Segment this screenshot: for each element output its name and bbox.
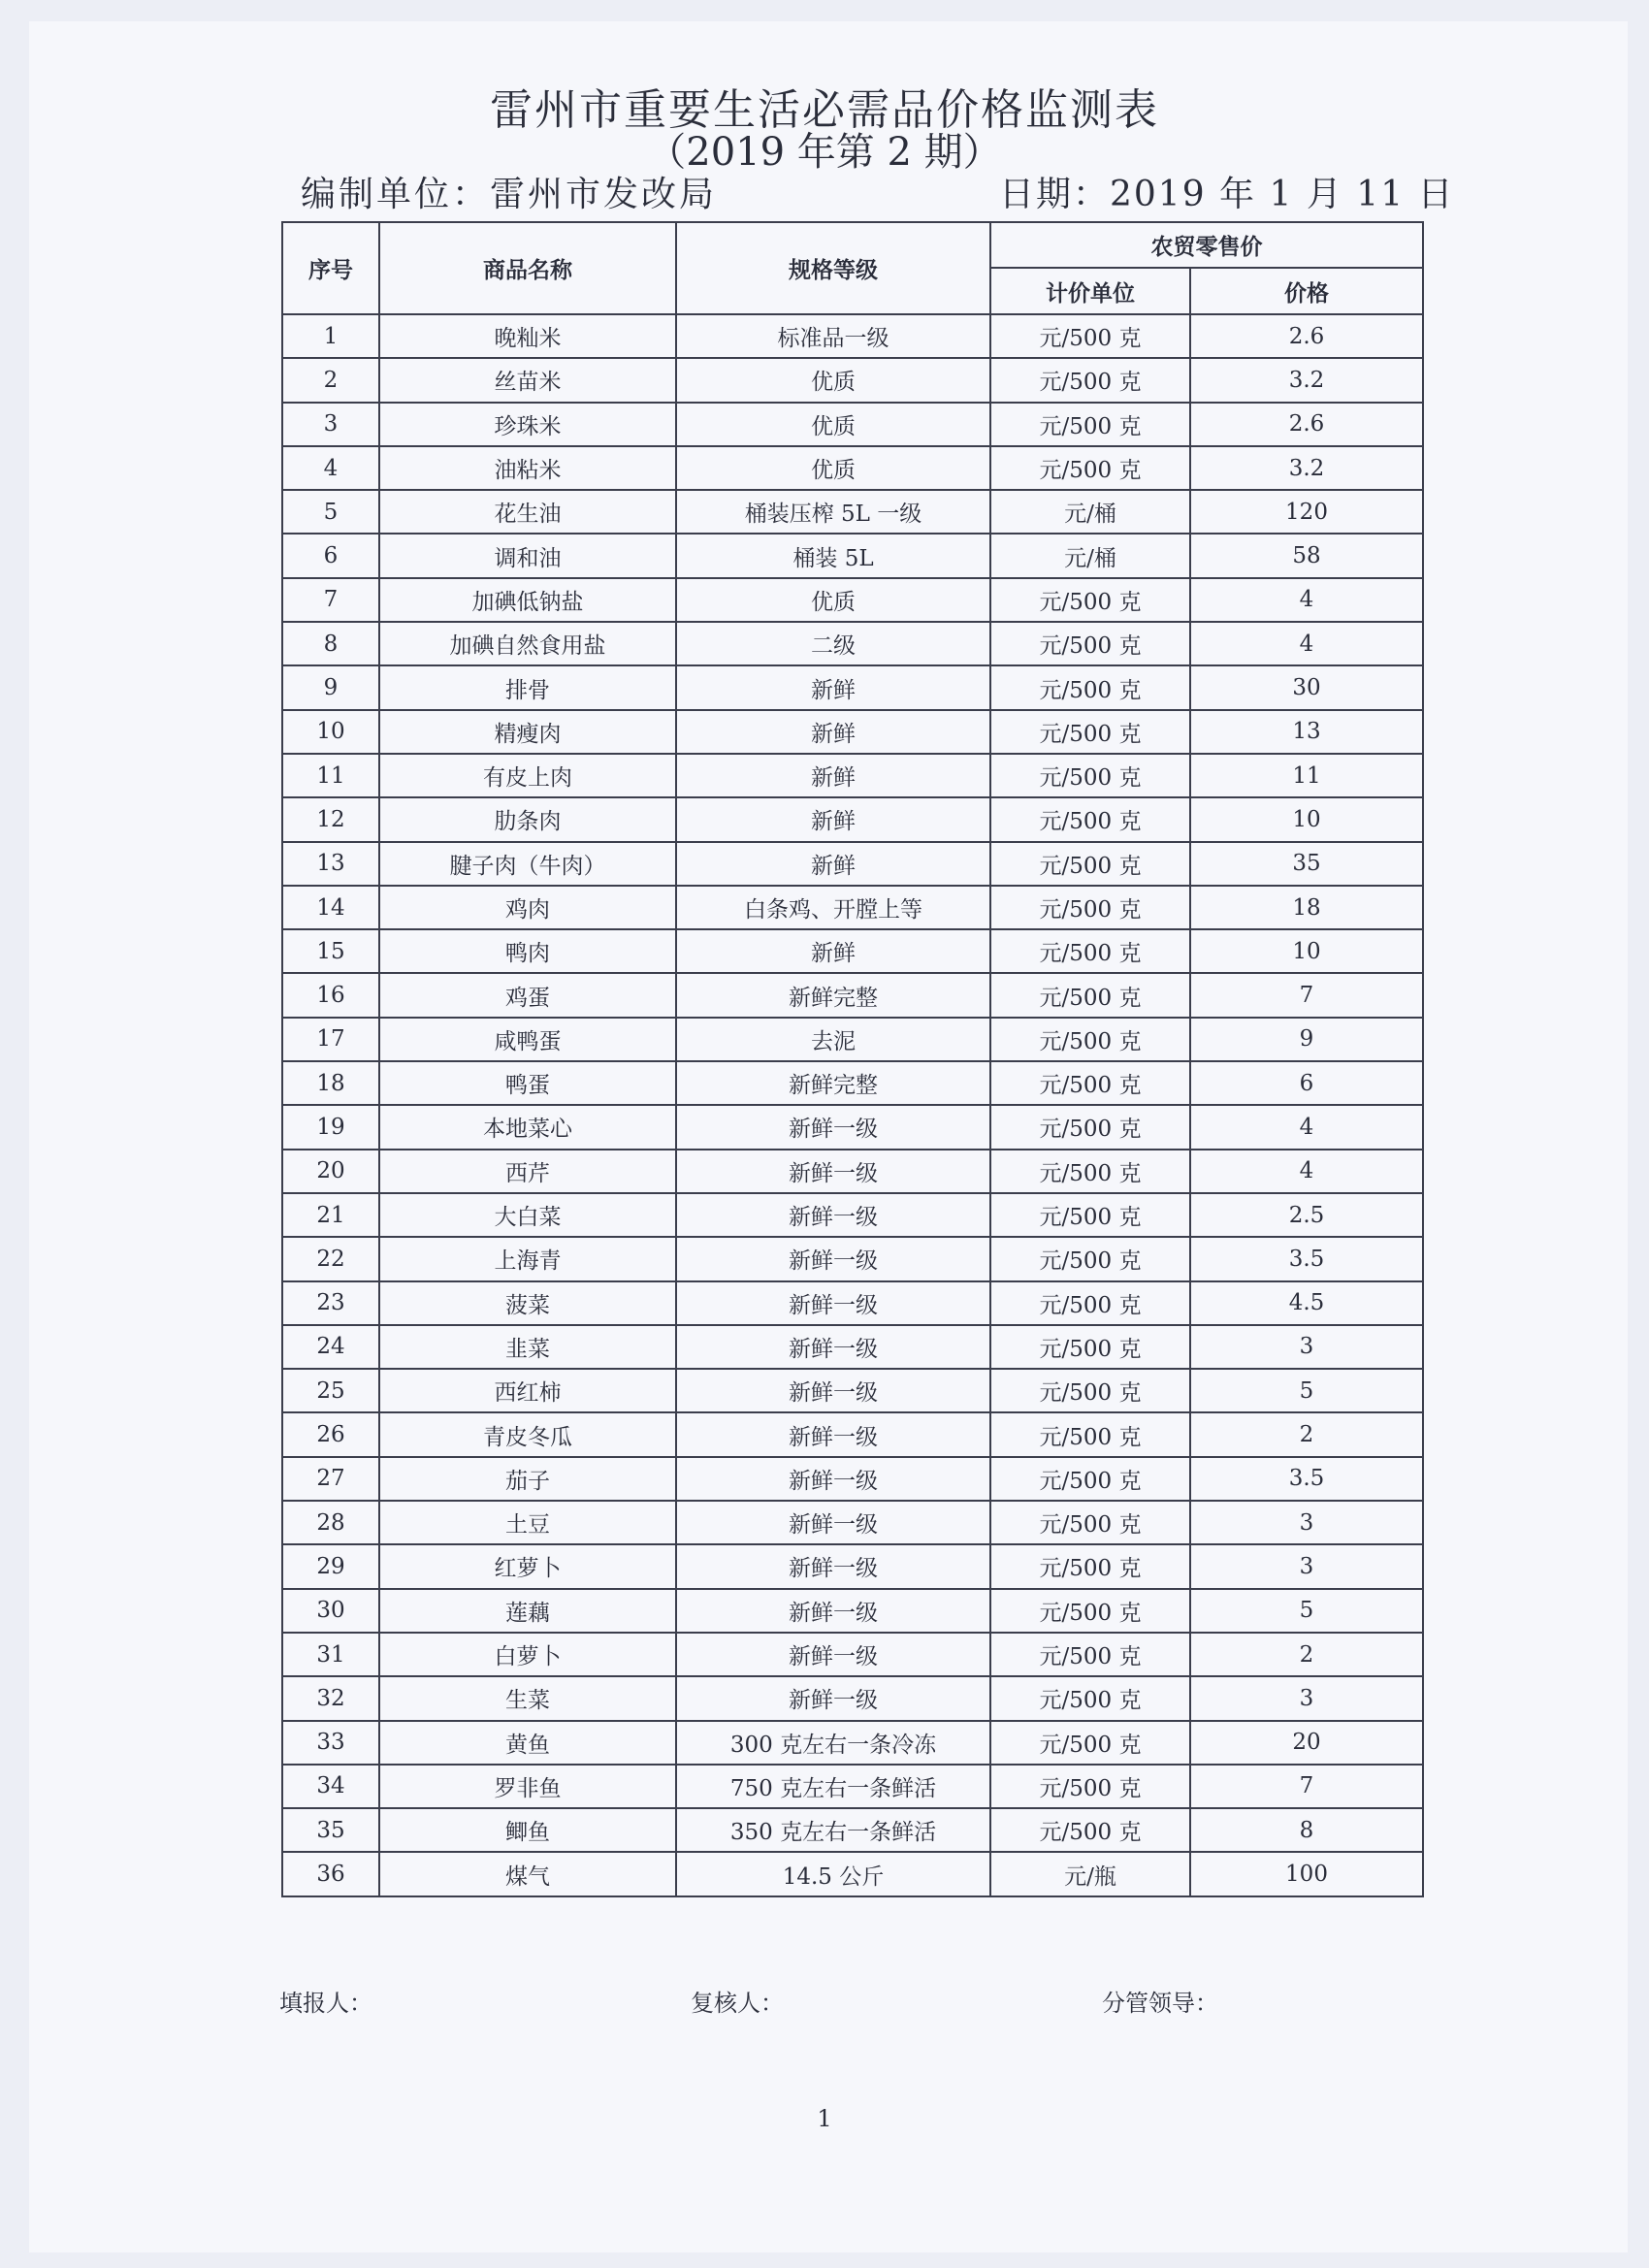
cell-spec: 新鲜一级	[676, 1544, 990, 1588]
cell-seq: 5	[282, 490, 379, 534]
cell-price: 4	[1190, 578, 1423, 622]
cell-unit: 元/500 克	[990, 1412, 1190, 1456]
cell-seq: 22	[282, 1237, 379, 1280]
filler-label: 填报人：	[279, 1990, 372, 2017]
cell-unit: 元/500 克	[990, 1676, 1190, 1720]
cell-seq: 11	[282, 754, 379, 797]
table-row	[282, 1765, 1423, 1808]
cell-seq: 29	[282, 1544, 379, 1588]
cell-price: 13	[1190, 710, 1423, 754]
cell-seq: 27	[282, 1457, 379, 1501]
cell-seq: 30	[282, 1589, 379, 1633]
table-row	[282, 1721, 1423, 1765]
cell-spec: 桶装压榨 5L 一级	[676, 490, 990, 534]
table-row	[282, 314, 1423, 358]
cell-unit: 元/500 克	[990, 1237, 1190, 1280]
cell-name: 鲫鱼	[379, 1808, 676, 1852]
cell-price: 2.6	[1190, 403, 1423, 446]
table-row	[282, 1193, 1423, 1237]
cell-name: 土豆	[379, 1501, 676, 1544]
cell-name: 茄子	[379, 1457, 676, 1501]
table-row	[282, 1281, 1423, 1325]
table-row	[282, 358, 1423, 402]
cell-price: 3	[1190, 1544, 1423, 1588]
table-row	[282, 1501, 1423, 1544]
cell-price: 2.6	[1190, 314, 1423, 358]
cell-seq: 34	[282, 1765, 379, 1808]
cell-name: 调和油	[379, 534, 676, 577]
cell-name: 丝苗米	[379, 358, 676, 402]
cell-spec: 去泥	[676, 1018, 990, 1061]
cell-name: 白萝卜	[379, 1633, 676, 1676]
cell-seq: 15	[282, 929, 379, 973]
table-row	[282, 842, 1423, 886]
cell-unit: 元/500 克	[990, 1633, 1190, 1676]
table-row	[282, 1676, 1423, 1720]
cell-seq: 6	[282, 534, 379, 577]
cell-spec: 桶装 5L	[676, 534, 990, 577]
cell-seq: 2	[282, 358, 379, 402]
cell-name: 花生油	[379, 490, 676, 534]
cell-name: 韭菜	[379, 1325, 676, 1369]
cell-price: 4.5	[1190, 1281, 1423, 1325]
cell-unit: 元/500 克	[990, 578, 1190, 622]
cell-price: 20	[1190, 1721, 1423, 1765]
table-row	[282, 622, 1423, 665]
document-title: 雷州市重要生活必需品价格监测表	[490, 85, 1159, 135]
cell-spec: 新鲜一级	[676, 1193, 990, 1237]
header-price: 价格	[1190, 268, 1423, 314]
cell-spec: 新鲜	[676, 754, 990, 797]
cell-unit: 元/500 克	[990, 1721, 1190, 1765]
table-row	[282, 754, 1423, 797]
cell-unit: 元/500 克	[990, 1808, 1190, 1852]
cell-spec: 750 克左右一条鲜活	[676, 1765, 990, 1808]
cell-name: 生菜	[379, 1676, 676, 1720]
cell-name: 本地菜心	[379, 1105, 676, 1149]
cell-name: 黄鱼	[379, 1721, 676, 1765]
cell-unit: 元/桶	[990, 534, 1190, 577]
cell-spec: 优质	[676, 446, 990, 490]
table-row	[282, 534, 1423, 577]
cell-unit: 元/500 克	[990, 446, 1190, 490]
cell-spec: 新鲜一级	[676, 1369, 990, 1412]
compiling-unit: 编制单位：雷州市发改局	[301, 175, 718, 214]
cell-seq: 1	[282, 314, 379, 358]
cell-name: 红萝卜	[379, 1544, 676, 1588]
cell-seq: 16	[282, 973, 379, 1017]
cell-name: 加碘低钠盐	[379, 578, 676, 622]
cell-price: 3	[1190, 1501, 1423, 1544]
cell-seq: 36	[282, 1852, 379, 1895]
cell-price: 11	[1190, 754, 1423, 797]
cell-spec: 新鲜一级	[676, 1150, 990, 1193]
table-row	[282, 1808, 1423, 1852]
cell-name: 青皮冬瓜	[379, 1412, 676, 1456]
table-row	[282, 1412, 1423, 1456]
cell-seq: 18	[282, 1061, 379, 1105]
cell-spec: 新鲜	[676, 665, 990, 709]
cell-unit: 元/500 克	[990, 1457, 1190, 1501]
table-row	[282, 1150, 1423, 1193]
cell-price: 3.2	[1190, 446, 1423, 490]
cell-spec: 新鲜完整	[676, 1061, 990, 1105]
reviewer-label: 复核人：	[691, 1990, 784, 2017]
cell-name: 罗非鱼	[379, 1765, 676, 1808]
table-row	[282, 1237, 1423, 1280]
cell-price: 120	[1190, 490, 1423, 534]
header-seq: 序号	[282, 222, 379, 314]
cell-price: 3	[1190, 1676, 1423, 1720]
cell-price: 7	[1190, 1765, 1423, 1808]
cell-spec: 新鲜一级	[676, 1633, 990, 1676]
cell-name: 鸡肉	[379, 886, 676, 929]
table-row	[282, 929, 1423, 973]
cell-spec: 新鲜一级	[676, 1457, 990, 1501]
table-row	[282, 1633, 1423, 1676]
cell-price: 3.5	[1190, 1457, 1423, 1501]
cell-seq: 35	[282, 1808, 379, 1852]
table-row	[282, 710, 1423, 754]
cell-unit: 元/500 克	[990, 1765, 1190, 1808]
cell-spec: 新鲜一级	[676, 1501, 990, 1544]
table-row	[282, 886, 1423, 929]
cell-spec: 新鲜一级	[676, 1325, 990, 1369]
cell-spec: 新鲜	[676, 842, 990, 886]
cell-seq: 33	[282, 1721, 379, 1765]
cell-spec: 新鲜	[676, 929, 990, 973]
cell-price: 2.5	[1190, 1193, 1423, 1237]
table-row	[282, 1018, 1423, 1061]
cell-spec: 标准品一级	[676, 314, 990, 358]
cell-spec: 300 克左右一条冷冻	[676, 1721, 990, 1765]
cell-unit: 元/500 克	[990, 754, 1190, 797]
table-row	[282, 665, 1423, 709]
leader-label: 分管领导：	[1102, 1990, 1218, 2017]
cell-seq: 7	[282, 578, 379, 622]
cell-unit: 元/500 克	[990, 710, 1190, 754]
cell-name: 大白菜	[379, 1193, 676, 1237]
table-row	[282, 797, 1423, 841]
cell-price: 5	[1190, 1589, 1423, 1633]
cell-price: 3.5	[1190, 1237, 1423, 1280]
cell-unit: 元/500 克	[990, 1150, 1190, 1193]
cell-name: 西芹	[379, 1150, 676, 1193]
page-number: 1	[817, 2105, 832, 2132]
table-row	[282, 1369, 1423, 1412]
cell-seq: 14	[282, 886, 379, 929]
cell-spec: 新鲜一级	[676, 1237, 990, 1280]
cell-price: 3.2	[1190, 358, 1423, 402]
cell-seq: 13	[282, 842, 379, 886]
header-unit: 计价单位	[990, 268, 1190, 314]
cell-name: 鸭蛋	[379, 1061, 676, 1105]
cell-unit: 元/瓶	[990, 1852, 1190, 1895]
cell-price: 35	[1190, 842, 1423, 886]
cell-spec: 新鲜一级	[676, 1589, 990, 1633]
cell-price: 3	[1190, 1325, 1423, 1369]
document-issue: （2019 年第 2 期）	[647, 130, 1002, 175]
document-date: 日期：2019 年 1 月 11 日	[999, 175, 1455, 214]
cell-name: 晚籼米	[379, 314, 676, 358]
cell-unit: 元/500 克	[990, 1105, 1190, 1149]
cell-unit: 元/500 克	[990, 973, 1190, 1017]
cell-seq: 25	[282, 1369, 379, 1412]
cell-seq: 3	[282, 403, 379, 446]
cell-name: 咸鸭蛋	[379, 1018, 676, 1061]
cell-unit: 元/500 克	[990, 1501, 1190, 1544]
cell-unit: 元/500 克	[990, 314, 1190, 358]
cell-name: 上海青	[379, 1237, 676, 1280]
table-row	[282, 403, 1423, 446]
cell-seq: 28	[282, 1501, 379, 1544]
cell-price: 9	[1190, 1018, 1423, 1061]
cell-price: 5	[1190, 1369, 1423, 1412]
cell-unit: 元/500 克	[990, 929, 1190, 973]
table-row	[282, 1061, 1423, 1105]
cell-price: 4	[1190, 622, 1423, 665]
cell-price: 58	[1190, 534, 1423, 577]
cell-spec: 新鲜	[676, 797, 990, 841]
table-row	[282, 1589, 1423, 1633]
header-name: 商品名称	[379, 222, 676, 314]
cell-unit: 元/500 克	[990, 1544, 1190, 1588]
cell-unit: 元/500 克	[990, 1281, 1190, 1325]
cell-unit: 元/500 克	[990, 886, 1190, 929]
cell-seq: 12	[282, 797, 379, 841]
cell-price: 10	[1190, 797, 1423, 841]
cell-price: 4	[1190, 1105, 1423, 1149]
table-row	[282, 1852, 1423, 1895]
cell-price: 7	[1190, 973, 1423, 1017]
cell-unit: 元/500 克	[990, 622, 1190, 665]
cell-name: 菠菜	[379, 1281, 676, 1325]
cell-unit: 元/500 克	[990, 358, 1190, 402]
cell-price: 8	[1190, 1808, 1423, 1852]
cell-seq: 31	[282, 1633, 379, 1676]
cell-spec: 优质	[676, 578, 990, 622]
cell-seq: 17	[282, 1018, 379, 1061]
cell-unit: 元/500 克	[990, 1061, 1190, 1105]
table-row	[282, 490, 1423, 534]
table-row	[282, 973, 1423, 1017]
cell-price: 30	[1190, 665, 1423, 709]
cell-spec: 新鲜一级	[676, 1105, 990, 1149]
cell-seq: 10	[282, 710, 379, 754]
cell-unit: 元/500 克	[990, 842, 1190, 886]
cell-name: 莲藕	[379, 1589, 676, 1633]
cell-unit: 元/桶	[990, 490, 1190, 534]
cell-spec: 二级	[676, 622, 990, 665]
cell-name: 鸭肉	[379, 929, 676, 973]
cell-unit: 元/500 克	[990, 797, 1190, 841]
cell-seq: 19	[282, 1105, 379, 1149]
cell-name: 有皮上肉	[379, 754, 676, 797]
header-retail-price-group: 农贸零售价	[990, 222, 1423, 268]
table-row	[282, 446, 1423, 490]
table-row	[282, 578, 1423, 622]
cell-unit: 元/500 克	[990, 1018, 1190, 1061]
cell-name: 油粘米	[379, 446, 676, 490]
cell-spec: 优质	[676, 403, 990, 446]
cell-seq: 23	[282, 1281, 379, 1325]
cell-unit: 元/500 克	[990, 665, 1190, 709]
cell-spec: 14.5 公斤	[676, 1852, 990, 1895]
cell-spec: 新鲜	[676, 710, 990, 754]
price-table	[281, 221, 1424, 1897]
cell-seq: 9	[282, 665, 379, 709]
cell-unit: 元/500 克	[990, 1589, 1190, 1633]
cell-spec: 白条鸡、开膛上等	[676, 886, 990, 929]
cell-unit: 元/500 克	[990, 403, 1190, 446]
cell-price: 4	[1190, 1150, 1423, 1193]
table-row	[282, 1544, 1423, 1588]
cell-price: 2	[1190, 1633, 1423, 1676]
header-spec: 规格等级	[676, 222, 990, 314]
table-body	[282, 314, 1423, 1896]
cell-seq: 32	[282, 1676, 379, 1720]
table-row	[282, 1105, 1423, 1149]
table-row	[282, 1325, 1423, 1369]
cell-seq: 8	[282, 622, 379, 665]
cell-seq: 24	[282, 1325, 379, 1369]
cell-name: 加碘自然食用盐	[379, 622, 676, 665]
cell-name: 煤气	[379, 1852, 676, 1895]
cell-spec: 新鲜完整	[676, 973, 990, 1017]
cell-price: 2	[1190, 1412, 1423, 1456]
cell-spec: 350 克左右一条鲜活	[676, 1808, 990, 1852]
cell-name: 珍珠米	[379, 403, 676, 446]
cell-name: 鸡蛋	[379, 973, 676, 1017]
cell-name: 精瘦肉	[379, 710, 676, 754]
cell-spec: 新鲜一级	[676, 1676, 990, 1720]
cell-price: 100	[1190, 1852, 1423, 1895]
cell-seq: 21	[282, 1193, 379, 1237]
cell-spec: 优质	[676, 358, 990, 402]
cell-seq: 26	[282, 1412, 379, 1456]
cell-unit: 元/500 克	[990, 1369, 1190, 1412]
cell-name: 排骨	[379, 665, 676, 709]
cell-name: 西红柿	[379, 1369, 676, 1412]
cell-seq: 20	[282, 1150, 379, 1193]
cell-seq: 4	[282, 446, 379, 490]
cell-price: 6	[1190, 1061, 1423, 1105]
cell-unit: 元/500 克	[990, 1193, 1190, 1237]
cell-spec: 新鲜一级	[676, 1412, 990, 1456]
cell-name: 腱子肉（牛肉）	[379, 842, 676, 886]
cell-unit: 元/500 克	[990, 1325, 1190, 1369]
cell-price: 10	[1190, 929, 1423, 973]
cell-price: 18	[1190, 886, 1423, 929]
cell-name: 肋条肉	[379, 797, 676, 841]
cell-spec: 新鲜一级	[676, 1281, 990, 1325]
table-row	[282, 1457, 1423, 1501]
